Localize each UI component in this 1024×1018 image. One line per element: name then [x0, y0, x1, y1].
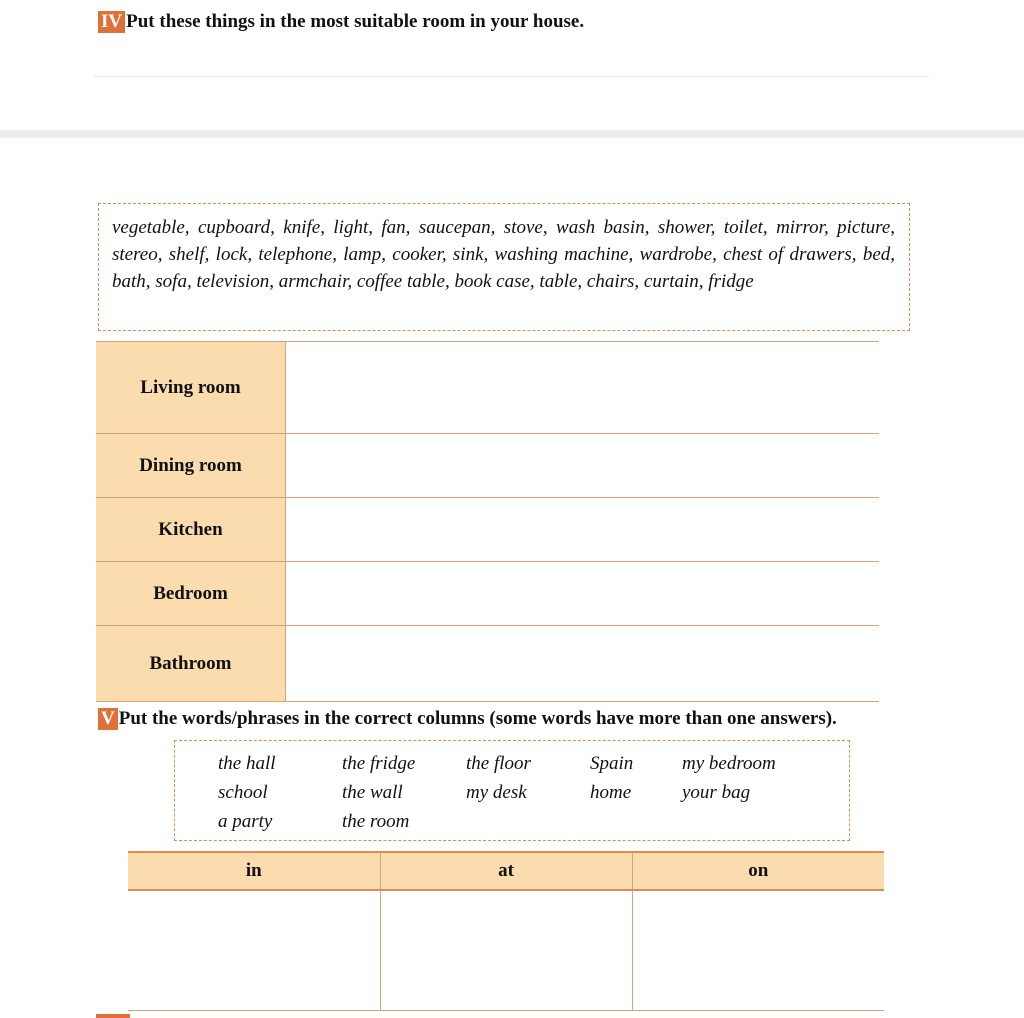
section-v-badge: V	[98, 708, 118, 730]
answer-cell-on[interactable]	[632, 890, 884, 1011]
word-list-box	[98, 203, 910, 331]
word-item: your bag	[682, 782, 751, 803]
section-iv-heading	[98, 10, 584, 34]
table-row	[96, 626, 879, 702]
table-row	[96, 434, 879, 498]
word-item: my bedroom	[682, 753, 776, 774]
page-break-band	[0, 130, 1024, 138]
answer-cell-in[interactable]	[128, 890, 380, 1011]
room-label-bathroom: Bathroom	[96, 626, 286, 702]
word-item: the floor	[466, 753, 531, 774]
word-item: the room	[342, 811, 410, 832]
section-iv-instruction: Put these things in the most suitable room in your house.	[126, 11, 585, 32]
word-list-text: vegetable, cupboard, knife, light, fan, saucepan, stove, wash basin, shower, toilet, mirror, picture, stereo, shelf, lock, telephone, lamp, cooker, sink, washing machine, wardrobe, chest of drawers, bed, bath, sofa, television, armchair, coffee table, book case, table, chairs, curtain, fridge	[112, 217, 895, 292]
table-row	[96, 342, 879, 434]
answer-cell-dining-room[interactable]	[286, 434, 880, 498]
table-row	[96, 498, 879, 562]
answer-cell-bedroom[interactable]	[286, 562, 880, 626]
room-label-living-room: Living room	[96, 342, 286, 434]
column-header-on: on	[632, 852, 884, 890]
section-v-instruction: Put the words/phrases in the correct columns (some words have more than one answers).	[118, 708, 837, 729]
word-item: the hall	[218, 753, 276, 774]
word-item: the fridge	[342, 753, 416, 774]
room-label-bedroom: Bedroom	[96, 562, 286, 626]
column-header-in: in	[128, 852, 380, 890]
word-item: a party	[218, 811, 273, 832]
next-section-badge-stub	[96, 1014, 130, 1018]
prepositions-table	[128, 851, 884, 1011]
answer-cell-at[interactable]	[380, 890, 632, 1011]
column-header-at: at	[380, 852, 632, 890]
answer-cell-living-room[interactable]	[286, 342, 880, 434]
answer-cell-kitchen[interactable]	[286, 498, 880, 562]
word-item: school	[218, 782, 268, 803]
room-label-kitchen: Kitchen	[96, 498, 286, 562]
word-bank-box	[174, 740, 850, 841]
word-item: my desk	[466, 782, 527, 803]
word-item: home	[590, 782, 632, 803]
word-item: the wall	[342, 782, 403, 803]
section-v-heading	[98, 707, 837, 731]
section-iv-badge: IV	[98, 11, 125, 33]
answer-cell-bathroom[interactable]	[286, 626, 880, 702]
divider	[94, 76, 929, 77]
room-label-dining-room: Dining room	[96, 434, 286, 498]
table-header-row	[128, 852, 884, 890]
rooms-table	[96, 341, 879, 702]
word-item: Spain	[590, 753, 634, 774]
table-row	[96, 562, 879, 626]
table-row	[128, 890, 884, 1011]
